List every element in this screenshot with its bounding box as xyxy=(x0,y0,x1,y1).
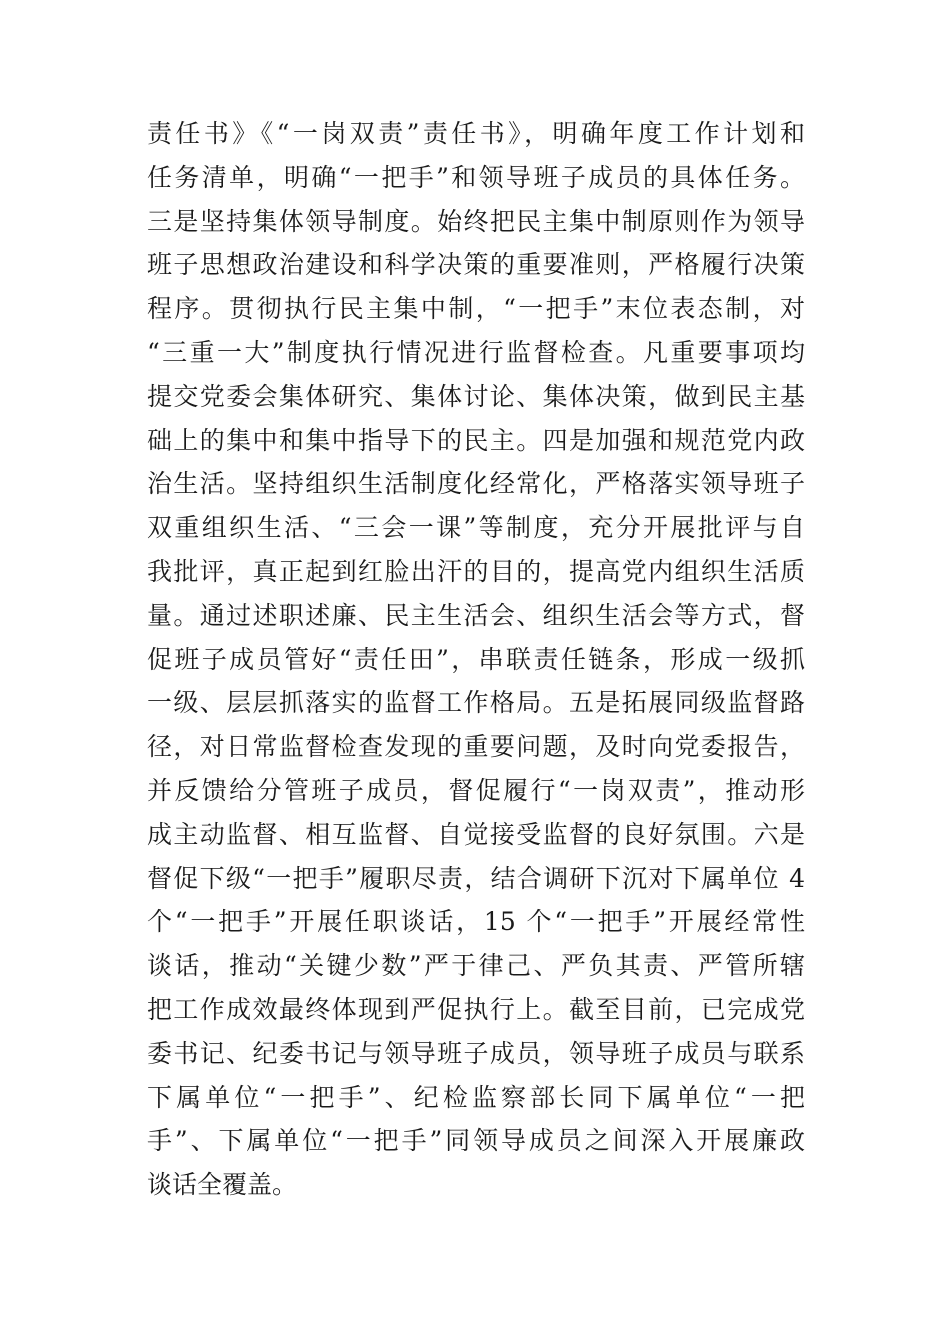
text-line: 一级、层层抓落实的监督工作格局。五是拓展同级监督路 xyxy=(147,688,805,718)
text-line: 治生活。坚持组织生活制度化经常化，严格落实领导班子 xyxy=(147,469,805,499)
text-line: 班子思想政治建设和科学决策的重要准则，严格履行决策 xyxy=(147,250,805,280)
text-line: 手”、下属单位“一把手”同领导成员之间深入开展廉政 xyxy=(147,1126,805,1156)
body-paragraph xyxy=(147,112,805,1207)
text-line: 成主动监督、相互监督、自觉接受监督的良好氛围。六是 xyxy=(147,819,805,849)
text-line: 础上的集中和集中指导下的民主。四是加强和规范党内政 xyxy=(147,425,805,455)
text-line: 责任书》《“一岗双责”责任书》，明确年度工作计划和 xyxy=(147,119,805,148)
text-line: 下属单位“一把手”、纪检监察部长同下属单位“一把 xyxy=(147,1082,805,1112)
text-line: 双重组织生活、“三会一课”等制度，充分开展批评与自 xyxy=(147,513,805,543)
text-line: 程序。贯彻执行民主集中制，“一把手”末位表态制，对 xyxy=(147,294,805,324)
text-line: 我批评，真正起到红脸出汗的目的，提高党内组织生活质 xyxy=(147,556,805,586)
text-line: 委书记、纪委书记与领导班子成员，领导班子成员与联系 xyxy=(147,1038,805,1068)
text-line: 提交党委会集体研究、集体讨论、集体决策，做到民主基 xyxy=(147,381,805,411)
text-line-last: 谈话全覆盖。 xyxy=(147,1170,298,1200)
text-line: 个“一把手”开展任职谈话，15 个“一把手”开展经常性 xyxy=(147,907,805,937)
text-line: 量。通过述职述廉、民主生活会、组织生活会等方式，督 xyxy=(147,600,805,630)
text-line: 并反馈给分管班子成员，督促履行“一岗双责”，推动形 xyxy=(147,775,805,805)
text-line: 督促下级“一把手”履职尽责，结合调研下沉对下属单位 4 xyxy=(147,863,805,893)
text-line: 三是坚持集体领导制度。始终把民主集中制原则作为领导 xyxy=(147,206,805,236)
text-line: “三重一大”制度执行情况进行监督检查。凡重要事项均 xyxy=(147,337,805,367)
text-line: 任务清单，明确“一把手”和领导班子成员的具体任务。 xyxy=(147,162,805,192)
text-line: 把工作成效最终体现到严促执行上。截至目前，已完成党 xyxy=(147,994,805,1024)
text-line: 径，对日常监督检查发现的重要问题，及时向党委报告， xyxy=(147,732,805,762)
text-line: 谈话，推动“关键少数”严于律己、严负其责、严管所辖 xyxy=(147,951,805,981)
text-line: 促班子成员管好“责任田”，串联责任链条，形成一级抓 xyxy=(147,644,805,674)
